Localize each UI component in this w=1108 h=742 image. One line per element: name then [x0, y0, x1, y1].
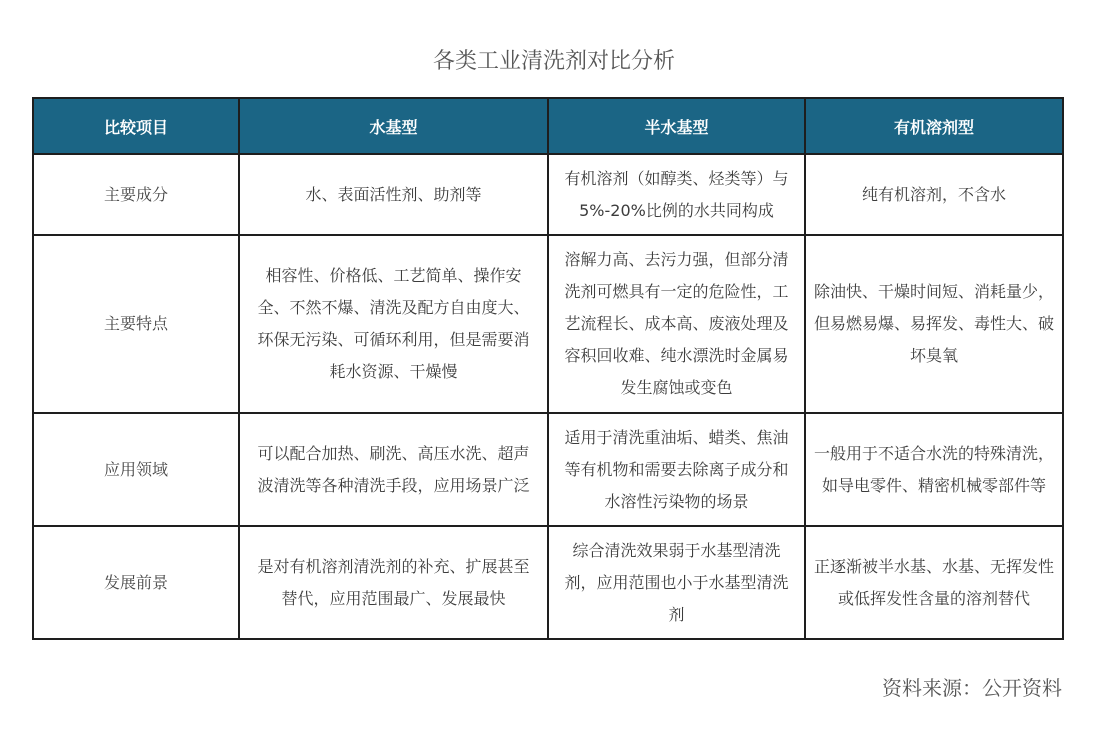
cell-organic-solvent: 除油快、干燥时间短、消耗量少，但易燃易爆、易挥发、毒性大、破坏臭氧 — [805, 235, 1063, 413]
cell-organic-solvent: 纯有机溶剂，不含水 — [805, 154, 1063, 235]
row-label: 发展前景 — [33, 526, 239, 639]
comparison-table — [32, 97, 1064, 640]
column-header-item: 比较项目 — [33, 98, 239, 154]
cell-organic-solvent: 一般用于不适合水洗的特殊清洗，如导电零件、精密机械零部件等 — [805, 413, 1063, 526]
cell-organic-solvent: 正逐渐被半水基、水基、无挥发性或低挥发性含量的溶剂替代 — [805, 526, 1063, 639]
cell-semi-water-based: 综合清洗效果弱于水基型清洗剂，应用范围也小于水基型清洗剂 — [548, 526, 805, 639]
cell-semi-water-based: 有机溶剂（如醇类、烃类等）与5%-20%比例的水共同构成 — [548, 154, 805, 235]
row-label: 主要成分 — [33, 154, 239, 235]
column-header-water-based: 水基型 — [239, 98, 548, 154]
cell-water-based: 相容性、价格低、工艺简单、操作安全、不然不爆、清洗及配方自由度大、环保无污染、可循环利用，但是需要消耗水资源、干燥慢 — [239, 235, 548, 413]
table-row — [33, 526, 1063, 639]
cell-water-based: 水、表面活性剂、助剂等 — [239, 154, 548, 235]
page-title: 各类工业清洗剂对比分析 — [432, 49, 675, 74]
column-header-organic-solvent: 有机溶剂型 — [805, 98, 1063, 154]
column-header-semi-water-based: 半水基型 — [548, 98, 805, 154]
cell-water-based: 是对有机溶剂清洗剂的补充、扩展甚至替代，应用范围最广、发展最快 — [239, 526, 548, 639]
row-label: 主要特点 — [33, 235, 239, 413]
cell-semi-water-based: 溶解力高、去污力强，但部分清洗剂可燃具有一定的危险性，工艺流程长、成本高、废液处理及容积回收难、纯水漂洗时金属易发生腐蚀或变色 — [548, 235, 805, 413]
source-note: 资料来源：公开资料 — [882, 676, 1062, 700]
cell-water-based: 可以配合加热、刷洗、高压水洗、超声波清洗等各种清洗手段，应用场景广泛 — [239, 413, 548, 526]
table-row — [33, 154, 1063, 235]
table-row — [33, 235, 1063, 413]
cell-semi-water-based: 适用于清洗重油垢、蜡类、焦油等有机物和需要去除离子成分和水溶性污染物的场景 — [548, 413, 805, 526]
table-row — [33, 413, 1063, 526]
table-header-row — [33, 98, 1063, 154]
row-label: 应用领域 — [33, 413, 239, 526]
